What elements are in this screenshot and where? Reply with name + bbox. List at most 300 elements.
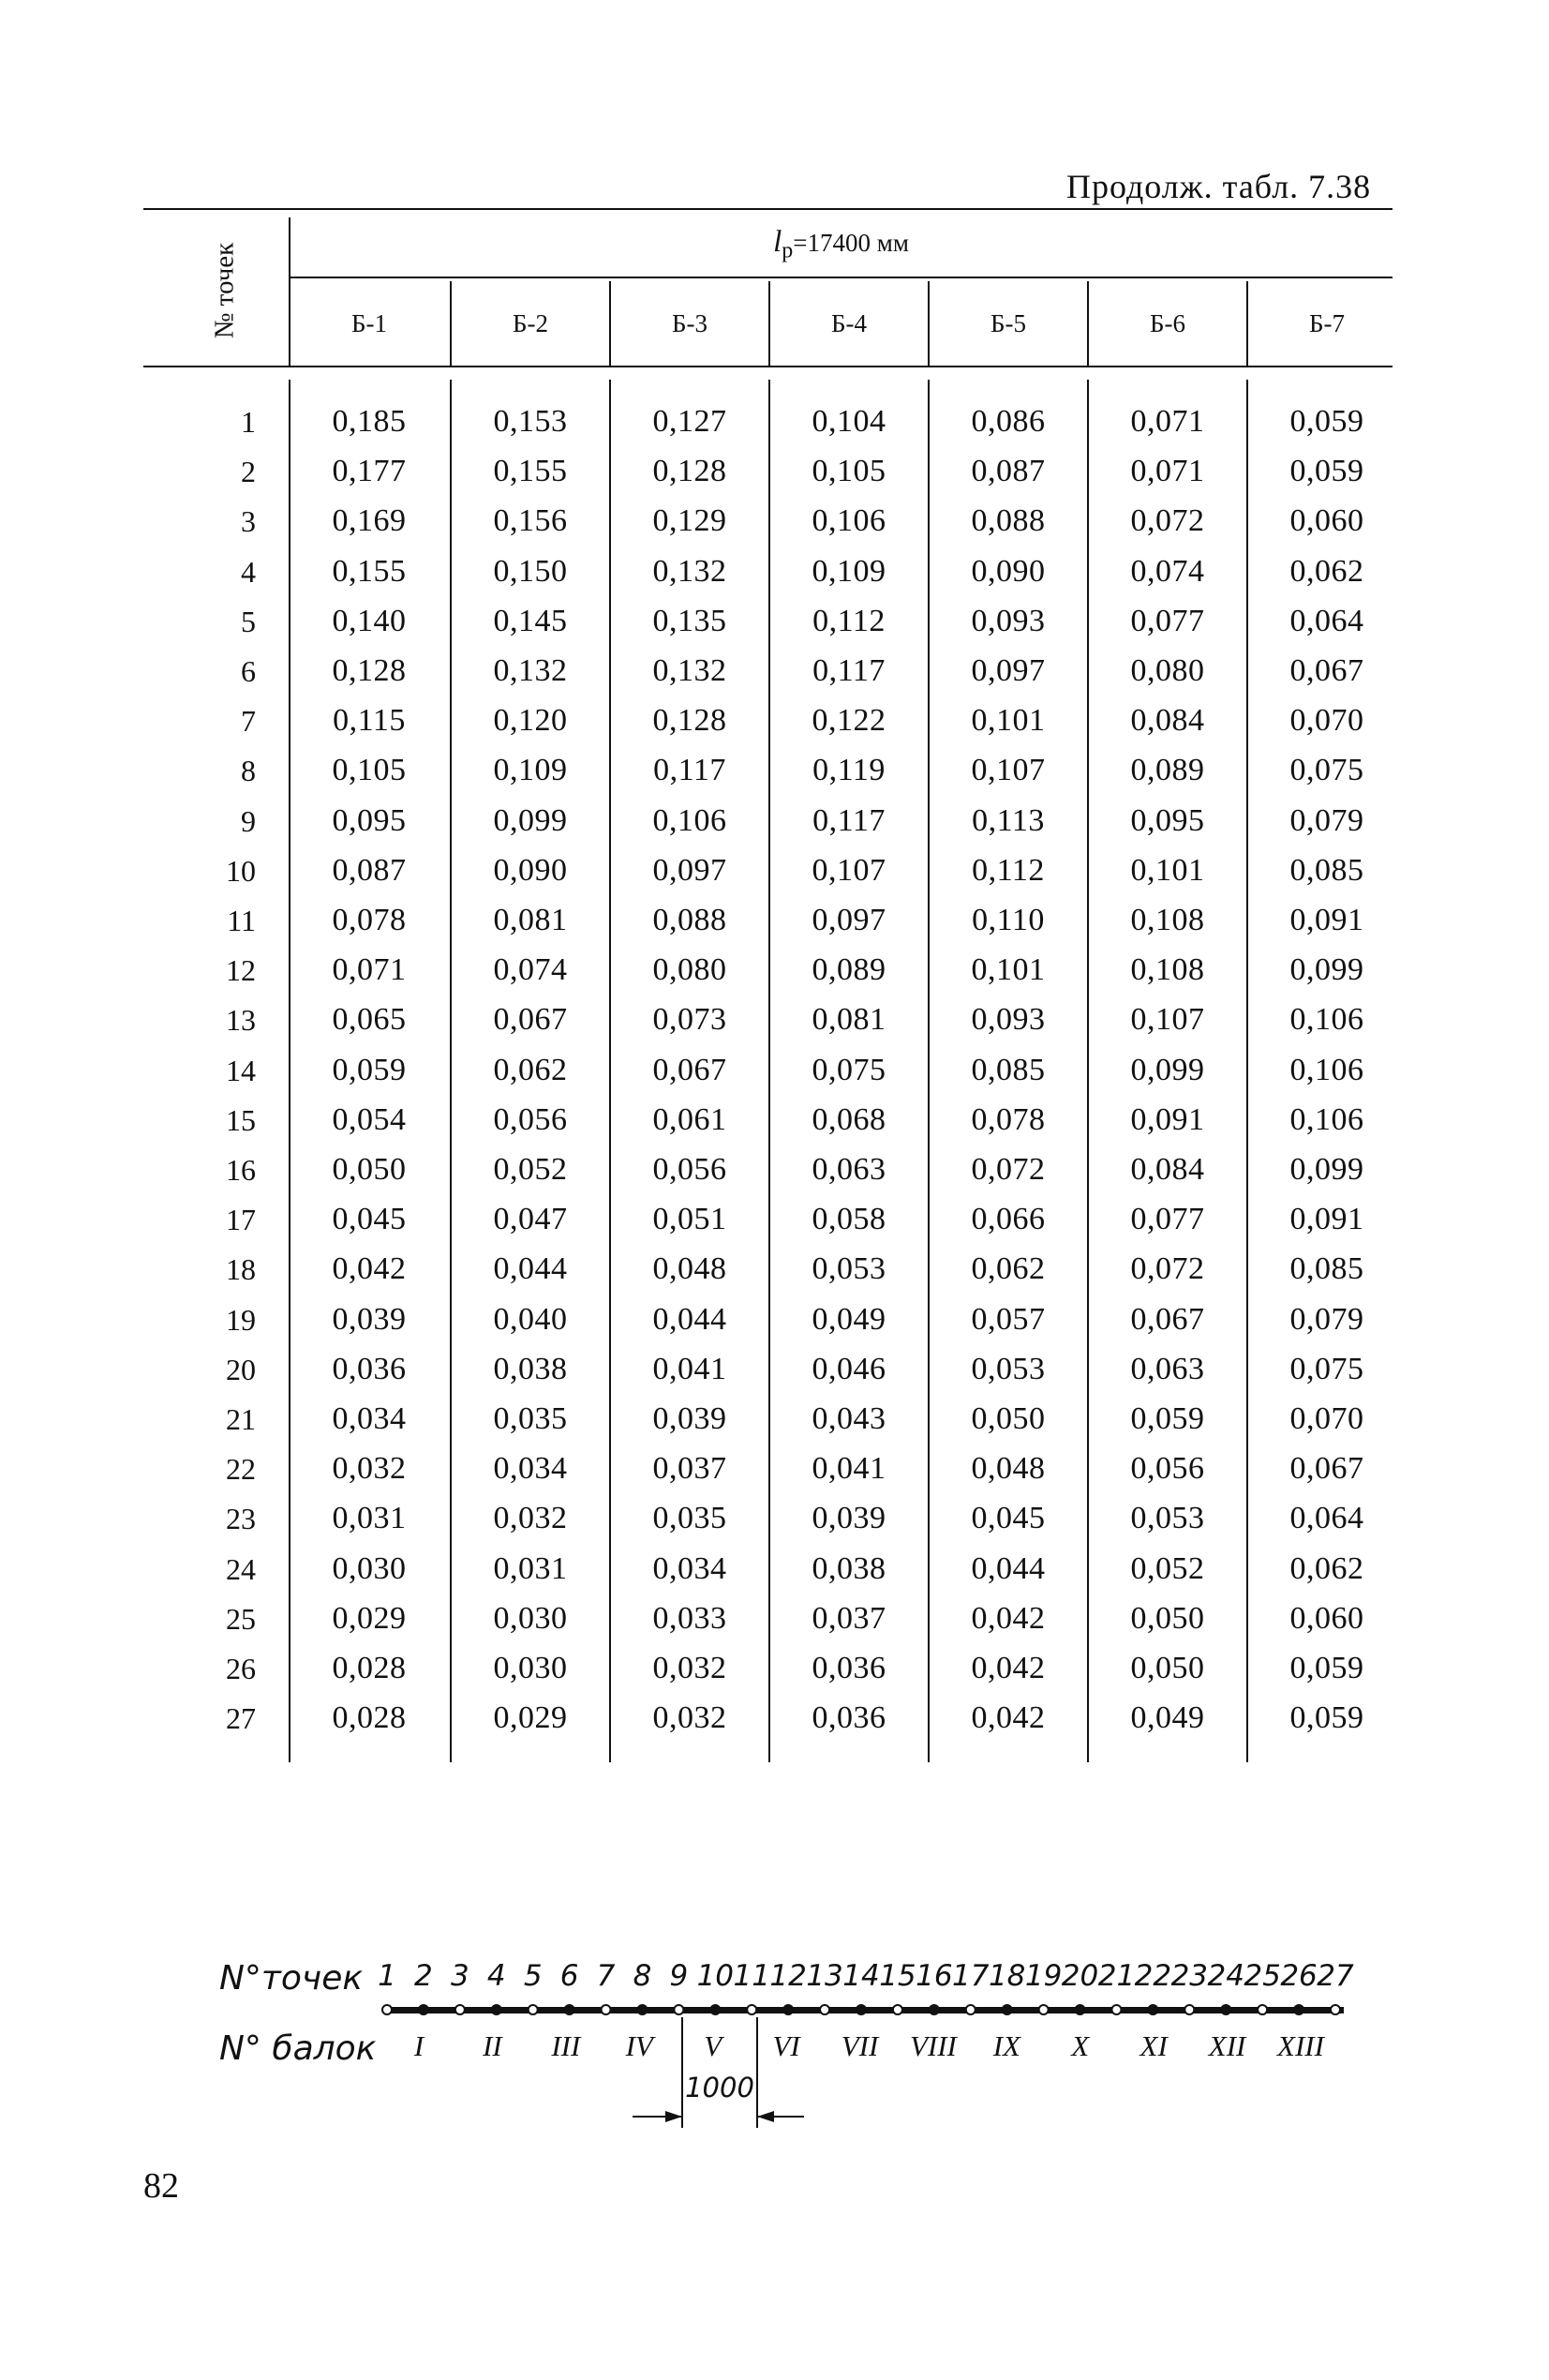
point-number: 27 bbox=[1317, 1959, 1354, 1993]
table-cell: 0,064 bbox=[1289, 603, 1364, 638]
scheme-point-marker bbox=[1039, 2005, 1049, 2014]
table-cell: 0,066 bbox=[971, 1202, 1046, 1237]
point-number: 5 bbox=[523, 1959, 543, 1993]
table-cell: 0,041 bbox=[652, 1351, 727, 1386]
dimension-label: 1000 bbox=[685, 2072, 754, 2103]
row-number: 14 bbox=[226, 1053, 256, 1087]
scheme-point-marker bbox=[710, 2005, 720, 2014]
table-cell: 0,033 bbox=[652, 1600, 727, 1636]
row-number: 21 bbox=[226, 1402, 256, 1436]
beam-number: XIII bbox=[1277, 2029, 1324, 2062]
table-cell: 0,034 bbox=[652, 1550, 727, 1586]
table-cell: 0,085 bbox=[971, 1052, 1046, 1087]
beams-label: N° балок bbox=[219, 2029, 377, 2068]
table-cell: 0,119 bbox=[812, 753, 886, 788]
table-cell: 0,101 bbox=[971, 703, 1046, 739]
table-cell: 0,062 bbox=[971, 1251, 1046, 1287]
span-symbol: l bbox=[773, 225, 782, 259]
table-cell: 0,050 bbox=[332, 1152, 407, 1187]
table-cell: 0,056 bbox=[493, 1101, 568, 1137]
table-cell: 0,058 bbox=[812, 1202, 886, 1237]
row-number: 10 bbox=[226, 853, 256, 888]
row-number: 23 bbox=[226, 1502, 256, 1536]
table-cell: 0,074 bbox=[1130, 553, 1205, 589]
table-cell: 0,037 bbox=[652, 1451, 727, 1487]
table-cell: 0,032 bbox=[332, 1451, 407, 1487]
table-cell: 0,056 bbox=[652, 1152, 727, 1187]
table-cell: 0,048 bbox=[652, 1251, 727, 1287]
table-cell: 0,035 bbox=[493, 1401, 568, 1436]
table-cell: 0,099 bbox=[493, 802, 568, 838]
table-cell: 0,053 bbox=[971, 1351, 1046, 1386]
table-cell: 0,106 bbox=[1289, 1052, 1364, 1087]
point-number: 17 bbox=[952, 1959, 990, 1993]
table-cell: 0,046 bbox=[812, 1351, 886, 1386]
column-header: Б-5 bbox=[990, 309, 1026, 337]
row-number: 26 bbox=[226, 1652, 256, 1685]
table-cell: 0,067 bbox=[1289, 1451, 1364, 1487]
table-cell: 0,101 bbox=[1130, 852, 1205, 888]
header-group-rule bbox=[290, 277, 1393, 278]
table-cell: 0,053 bbox=[812, 1251, 886, 1287]
table-cell: 0,051 bbox=[652, 1202, 727, 1237]
point-number: 21 bbox=[1097, 1959, 1136, 1993]
table-cell: 0,077 bbox=[1130, 603, 1205, 638]
table-cell: 0,079 bbox=[1289, 1301, 1364, 1337]
table-cell: 0,072 bbox=[1130, 503, 1205, 539]
table-cell: 0,093 bbox=[971, 1002, 1046, 1038]
table-cell: 0,039 bbox=[652, 1401, 727, 1436]
point-number: 24 bbox=[1207, 1959, 1244, 1993]
column-header: Б-3 bbox=[672, 309, 707, 337]
table-cell: 0,128 bbox=[652, 454, 727, 489]
table-cell: 0,106 bbox=[812, 503, 886, 539]
table-cell: 0,035 bbox=[652, 1501, 727, 1536]
table-cell: 0,091 bbox=[1130, 1101, 1205, 1137]
table-cell: 0,068 bbox=[812, 1101, 886, 1137]
table-cell: 0,071 bbox=[332, 952, 407, 988]
table-cell: 0,062 bbox=[1289, 553, 1364, 589]
table-cell: 0,156 bbox=[493, 503, 568, 539]
row-number: 3 bbox=[241, 504, 256, 539]
table-cell: 0,036 bbox=[812, 1651, 886, 1685]
table-cell: 0,039 bbox=[812, 1501, 886, 1536]
table-cell: 0,063 bbox=[812, 1152, 886, 1187]
page-number: 82 bbox=[143, 2166, 179, 2206]
table-cell: 0,132 bbox=[652, 653, 727, 688]
table-cell: 0,109 bbox=[812, 553, 886, 589]
column-header: Б-7 bbox=[1309, 309, 1345, 337]
point-number: 7 bbox=[596, 1959, 616, 1993]
row-number: 18 bbox=[226, 1252, 256, 1287]
table-cell: 0,060 bbox=[1289, 1600, 1364, 1636]
table-cell: 0,047 bbox=[493, 1202, 568, 1237]
table-cell: 0,044 bbox=[971, 1550, 1046, 1586]
row-number: 20 bbox=[226, 1352, 256, 1386]
table-cell: 0,031 bbox=[493, 1550, 568, 1586]
table-cell: 0,062 bbox=[1289, 1550, 1364, 1586]
table-cell: 0,122 bbox=[812, 703, 886, 739]
point-number: 8 bbox=[633, 1959, 652, 1993]
table-cell: 0,059 bbox=[1289, 1651, 1364, 1685]
beam-number: VII bbox=[841, 2029, 879, 2062]
table-cell: 0,038 bbox=[493, 1351, 568, 1386]
point-number: 23 bbox=[1170, 1959, 1209, 1993]
table-cell: 0,030 bbox=[493, 1600, 568, 1636]
table-cell: 0,112 bbox=[972, 852, 1045, 888]
table-cell: 0,080 bbox=[1130, 653, 1205, 688]
point-number: 12 bbox=[769, 1959, 807, 1993]
table-cell: 0,056 bbox=[1130, 1451, 1205, 1487]
point-number: 10 bbox=[696, 1959, 735, 1993]
span-subscript: р bbox=[782, 238, 794, 263]
point-number: 16 bbox=[916, 1959, 953, 1993]
table-cell: 0,067 bbox=[1289, 653, 1364, 688]
scheme-point-marker bbox=[602, 2005, 611, 2014]
table-cell: 0,060 bbox=[1289, 503, 1364, 539]
beam-number: V bbox=[704, 2029, 722, 2062]
scheme-point-marker bbox=[966, 2005, 976, 2014]
table-cell: 0,153 bbox=[493, 404, 568, 439]
point-number: 9 bbox=[669, 1959, 689, 1993]
header-bottom-rule bbox=[143, 366, 1393, 367]
table-cell: 0,029 bbox=[332, 1600, 407, 1636]
scheme-point-marker bbox=[747, 2005, 756, 2014]
table-cell: 0,054 bbox=[332, 1101, 407, 1137]
table-cell: 0,032 bbox=[652, 1651, 727, 1685]
table-cell: 0,105 bbox=[812, 454, 886, 489]
table-cell: 0,071 bbox=[1130, 454, 1205, 489]
table-cell: 0,059 bbox=[1289, 454, 1364, 489]
table-cell: 0,075 bbox=[1289, 1351, 1364, 1386]
table-cell: 0,029 bbox=[493, 1700, 568, 1736]
header-column-divider bbox=[1246, 281, 1248, 366]
row-number: 12 bbox=[226, 953, 256, 988]
span-value: =17400 мм bbox=[793, 229, 909, 257]
table-cell: 0,105 bbox=[332, 753, 407, 788]
table-cell: 0,045 bbox=[332, 1202, 407, 1237]
continuation-label: Продолж. табл. 7.38 bbox=[1066, 168, 1372, 205]
header-column-divider bbox=[450, 281, 452, 366]
table-cell: 0,049 bbox=[1130, 1700, 1205, 1736]
point-number: 4 bbox=[486, 1959, 506, 1993]
table-cell: 0,106 bbox=[1289, 1101, 1364, 1137]
point-number: 11 bbox=[733, 1959, 770, 1993]
table-cell: 0,061 bbox=[652, 1101, 727, 1137]
header-column-divider bbox=[768, 281, 770, 366]
row-number: 19 bbox=[226, 1302, 256, 1337]
point-number: 14 bbox=[842, 1959, 880, 1993]
table-cell: 0,038 bbox=[812, 1550, 886, 1586]
table-cell: 0,097 bbox=[652, 852, 727, 888]
table-cell: 0,107 bbox=[971, 753, 1046, 788]
table-cell: 0,106 bbox=[1289, 1002, 1364, 1038]
table-cell: 0,089 bbox=[812, 952, 886, 988]
table-cell: 0,115 bbox=[333, 703, 406, 739]
scheme-point-marker bbox=[529, 2005, 538, 2014]
table-cell: 0,104 bbox=[812, 404, 886, 439]
scheme-point-marker bbox=[455, 2005, 465, 2014]
scheme-point-marker bbox=[1148, 2005, 1157, 2014]
table-cell: 0,140 bbox=[332, 603, 407, 638]
table-cell: 0,036 bbox=[332, 1351, 407, 1386]
row-number: 13 bbox=[226, 1003, 256, 1038]
row-number: 9 bbox=[241, 803, 256, 838]
table-cell: 0,132 bbox=[493, 653, 568, 688]
point-number: 3 bbox=[450, 1959, 469, 1993]
row-number: 15 bbox=[226, 1102, 256, 1137]
table-cell: 0,135 bbox=[652, 603, 727, 638]
table-cell: 0,101 bbox=[971, 952, 1046, 988]
table-cell: 0,095 bbox=[1130, 802, 1205, 838]
table-cell: 0,063 bbox=[1130, 1351, 1205, 1386]
scheme-beam-line bbox=[382, 2005, 1344, 2014]
scheme-point-marker bbox=[1003, 2005, 1012, 2014]
table-cell: 0,091 bbox=[1289, 1202, 1364, 1237]
row-number: 25 bbox=[226, 1601, 256, 1636]
table-cell: 0,084 bbox=[1130, 703, 1205, 739]
table-cell: 0,030 bbox=[493, 1651, 568, 1685]
table-cell: 0,059 bbox=[1289, 404, 1364, 439]
table-cell: 0,042 bbox=[971, 1600, 1046, 1636]
table-cell: 0,075 bbox=[1289, 753, 1364, 788]
table-cell: 0,099 bbox=[1289, 1152, 1364, 1187]
table-cell: 0,040 bbox=[493, 1301, 568, 1337]
table-cell: 0,097 bbox=[971, 653, 1046, 688]
table-cell: 0,117 bbox=[653, 753, 726, 788]
table-cell: 0,070 bbox=[1289, 703, 1364, 739]
table-cell: 0,081 bbox=[493, 903, 568, 937]
table-cell: 0,081 bbox=[812, 1002, 886, 1038]
table-top-rule bbox=[143, 208, 1393, 210]
scheme-point-marker bbox=[1258, 2005, 1267, 2014]
table-cell: 0,109 bbox=[493, 753, 568, 788]
table-cell: 0,086 bbox=[971, 404, 1046, 439]
point-number: 1 bbox=[378, 1959, 396, 1993]
dimension-arrow bbox=[757, 2111, 774, 2122]
table-cell: 0,052 bbox=[1130, 1550, 1205, 1586]
table-cell: 0,072 bbox=[1130, 1251, 1205, 1287]
table-cell: 0,091 bbox=[1289, 903, 1364, 937]
table-cell: 0,034 bbox=[332, 1401, 407, 1436]
table-cell: 0,127 bbox=[652, 404, 727, 439]
column-header: Б-2 bbox=[513, 309, 548, 337]
table-cell: 0,067 bbox=[493, 1002, 568, 1038]
row-number: 2 bbox=[241, 455, 256, 489]
table-cell: 0,062 bbox=[493, 1052, 568, 1087]
scheme-point-marker bbox=[1294, 2005, 1303, 2014]
table-cell: 0,088 bbox=[971, 503, 1046, 539]
span-length-label bbox=[290, 225, 1392, 263]
table-cell: 0,106 bbox=[652, 802, 727, 838]
table-cell: 0,064 bbox=[1289, 1501, 1364, 1536]
table-cell: 0,075 bbox=[812, 1052, 886, 1087]
table-cell: 0,044 bbox=[652, 1301, 727, 1337]
table-cell: 0,032 bbox=[652, 1700, 727, 1736]
table-cell: 0,080 bbox=[652, 952, 727, 988]
table-cell: 0,059 bbox=[1130, 1401, 1205, 1436]
table-cell: 0,093 bbox=[971, 603, 1046, 638]
table-cell: 0,043 bbox=[812, 1401, 886, 1436]
table-cell: 0,117 bbox=[812, 802, 886, 838]
beam-number: IX bbox=[992, 2029, 1020, 2062]
scheme-point-marker bbox=[783, 2005, 793, 2014]
table-cell: 0,128 bbox=[652, 703, 727, 739]
table-cell: 0,150 bbox=[493, 553, 568, 589]
row-number: 16 bbox=[226, 1153, 256, 1187]
table-cell: 0,042 bbox=[332, 1251, 407, 1287]
point-number: 15 bbox=[879, 1959, 916, 1993]
row-number: 6 bbox=[241, 654, 256, 688]
table-cell: 0,034 bbox=[493, 1451, 568, 1487]
scheme-point-marker bbox=[382, 2005, 392, 2014]
points-label: N°точек bbox=[219, 1959, 364, 1998]
table-cell: 0,050 bbox=[1130, 1651, 1205, 1685]
index-column-header-text: № точек bbox=[209, 242, 240, 339]
table-cell: 0,128 bbox=[332, 653, 407, 688]
column-header: Б-6 bbox=[1150, 309, 1185, 337]
header-column-divider bbox=[1087, 281, 1089, 366]
table-cell: 0,045 bbox=[971, 1501, 1046, 1536]
table-cell: 0,079 bbox=[1289, 802, 1364, 838]
point-number: 20 bbox=[1061, 1959, 1099, 1993]
row-number: 22 bbox=[226, 1452, 256, 1487]
table-cell: 0,129 bbox=[652, 503, 727, 539]
table-cell: 0,112 bbox=[812, 603, 886, 638]
table-cell: 0,052 bbox=[493, 1152, 568, 1187]
table-cell: 0,085 bbox=[1289, 1251, 1364, 1287]
table-cell: 0,039 bbox=[332, 1301, 407, 1337]
table-cell: 0,107 bbox=[812, 852, 886, 888]
column-header: Б-4 bbox=[831, 309, 867, 337]
table-cell: 0,067 bbox=[652, 1052, 727, 1087]
beam-number: VI bbox=[772, 2029, 800, 2062]
header-column-divider bbox=[928, 281, 930, 366]
table-cell: 0,042 bbox=[971, 1700, 1046, 1736]
beam-scheme bbox=[0, 1940, 1549, 2147]
table-cell: 0,028 bbox=[332, 1651, 407, 1685]
scheme-point-marker bbox=[856, 2005, 866, 2014]
table-cell: 0,048 bbox=[971, 1451, 1046, 1487]
beam-number: VIII bbox=[909, 2029, 957, 2062]
table-cell: 0,108 bbox=[1130, 952, 1205, 988]
point-number: 6 bbox=[559, 1959, 579, 1993]
row-number: 7 bbox=[241, 704, 256, 739]
table-cell: 0,031 bbox=[332, 1501, 407, 1536]
table-cell: 0,077 bbox=[1130, 1202, 1205, 1237]
scheme-point-marker bbox=[565, 2005, 574, 2014]
beam-number: I bbox=[413, 2029, 424, 2062]
table-cell: 0,089 bbox=[1130, 753, 1205, 788]
row-number: 4 bbox=[241, 554, 256, 589]
row-number: 8 bbox=[241, 754, 256, 788]
table-cell: 0,030 bbox=[332, 1550, 407, 1586]
table-cell: 0,071 bbox=[1130, 404, 1205, 439]
scheme-point-marker bbox=[1221, 2005, 1230, 2014]
table-cell: 0,072 bbox=[971, 1152, 1046, 1187]
table-cell: 0,090 bbox=[493, 852, 568, 888]
row-number: 1 bbox=[241, 405, 256, 439]
table-cell: 0,099 bbox=[1289, 952, 1364, 988]
row-number: 5 bbox=[241, 604, 256, 638]
table-cell: 0,108 bbox=[1130, 903, 1205, 937]
table-cell: 0,037 bbox=[812, 1600, 886, 1636]
table-cell: 0,065 bbox=[332, 1002, 407, 1038]
table-cell: 0,088 bbox=[652, 903, 727, 937]
table-cell: 0,044 bbox=[493, 1251, 568, 1287]
table-cell: 0,036 bbox=[812, 1700, 886, 1736]
index-column-header bbox=[187, 244, 262, 337]
table-cell: 0,120 bbox=[493, 703, 568, 739]
scheme-point-marker bbox=[820, 2005, 829, 2014]
scheme-point-marker bbox=[492, 2005, 501, 2014]
scheme-point-marker bbox=[1331, 2005, 1340, 2014]
table-cell: 0,085 bbox=[1289, 852, 1364, 888]
table-cell: 0,177 bbox=[332, 454, 407, 489]
dimension-arrow bbox=[665, 2111, 682, 2122]
table-cell: 0,050 bbox=[1130, 1600, 1205, 1636]
row-number: 11 bbox=[227, 904, 256, 937]
table-cell: 0,078 bbox=[971, 1101, 1046, 1137]
scheme-point-marker bbox=[930, 2005, 939, 2014]
scheme-point-marker bbox=[637, 2005, 647, 2014]
table-cell: 0,090 bbox=[971, 553, 1046, 589]
table-cell: 0,050 bbox=[971, 1401, 1046, 1436]
beam-number: X bbox=[1071, 2029, 1090, 2062]
table-cell: 0,057 bbox=[971, 1301, 1046, 1337]
scheme-point-marker bbox=[893, 2005, 902, 2014]
table-cell: 0,084 bbox=[1130, 1152, 1205, 1187]
scheme-point-marker bbox=[1076, 2005, 1085, 2014]
header-column-divider bbox=[609, 281, 611, 366]
table-cell: 0,049 bbox=[812, 1301, 886, 1337]
point-number: 25 bbox=[1244, 1959, 1281, 1993]
table-cell: 0,053 bbox=[1130, 1501, 1205, 1536]
beam-number: XII bbox=[1208, 2029, 1246, 2062]
scheme-point-marker bbox=[1111, 2005, 1121, 2014]
table-cell: 0,032 bbox=[493, 1501, 568, 1536]
beam-number: XI bbox=[1139, 2029, 1168, 2062]
table-cell: 0,145 bbox=[493, 603, 568, 638]
beam-number: IV bbox=[625, 2029, 653, 2062]
table-cell: 0,110 bbox=[972, 903, 1045, 937]
table-cell: 0,169 bbox=[332, 503, 407, 539]
table-cell: 0,087 bbox=[971, 454, 1046, 489]
scheme-point-marker bbox=[419, 2005, 428, 2014]
table-cell: 0,107 bbox=[1130, 1002, 1205, 1038]
beam-number: II bbox=[483, 2029, 502, 2062]
table-cell: 0,117 bbox=[812, 653, 886, 688]
row-number: 27 bbox=[226, 1701, 256, 1736]
table-cell: 0,097 bbox=[812, 903, 886, 937]
table-cell: 0,041 bbox=[812, 1451, 886, 1487]
table-cell: 0,059 bbox=[332, 1052, 407, 1087]
beam-number: III bbox=[551, 2029, 581, 2062]
table-cell: 0,028 bbox=[332, 1700, 407, 1736]
scheme-point-marker bbox=[674, 2005, 683, 2014]
table-cell: 0,078 bbox=[332, 903, 407, 937]
table-cell: 0,185 bbox=[332, 404, 407, 439]
row-number: 24 bbox=[226, 1551, 256, 1586]
table-cell: 0,095 bbox=[332, 802, 407, 838]
point-number: 19 bbox=[1024, 1959, 1063, 1993]
table-cell: 0,042 bbox=[971, 1651, 1046, 1685]
table-cell: 0,059 bbox=[1289, 1700, 1364, 1736]
row-number: 17 bbox=[226, 1203, 256, 1237]
column-header: Б-1 bbox=[351, 309, 387, 337]
table-cell: 0,073 bbox=[652, 1002, 727, 1038]
table-cell: 0,155 bbox=[332, 553, 407, 589]
